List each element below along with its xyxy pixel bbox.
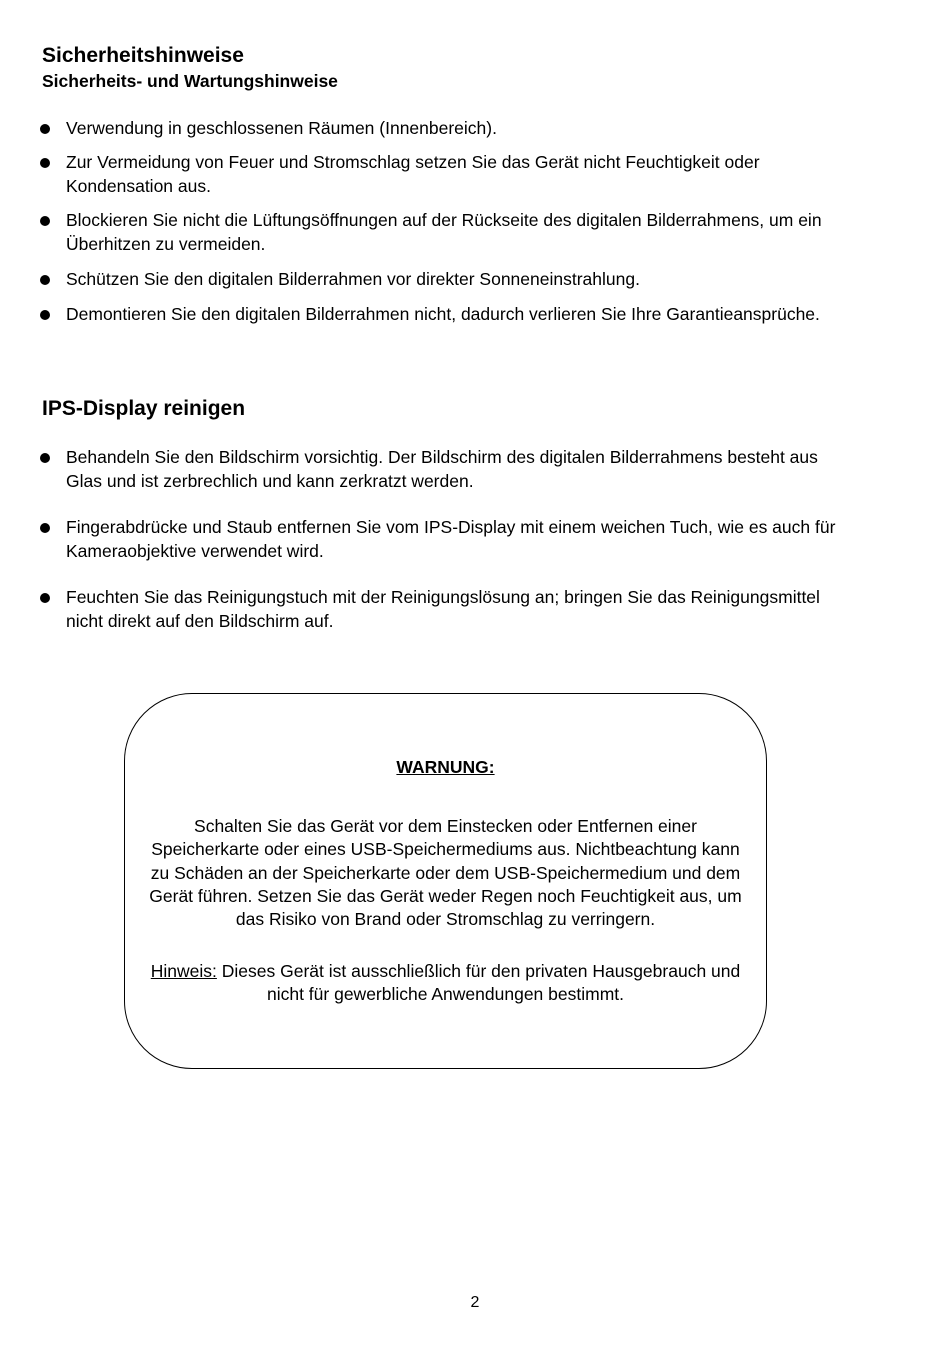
bullet-icon — [40, 310, 50, 320]
warning-body: Schalten Sie das Gerät vor dem Einstecken oder Entfernen einer Speicherkarte oder eines USB-Speichermediums aus. Nichtbeachtung kann zu Schäden an der Speicherkarte oder dem USB-Speichermedium und dem Gerät führen. Setzen Sie das Gerät weder Regen noch Feuchtigkeit aus, um das Risiko von Brand oder Stromschlag zu verringern. — [149, 816, 742, 930]
section-title-safety: Sicherheitshinweise — [42, 44, 244, 67]
bullet-text: Verwendung in geschlossenen Räumen (Innenbereich). — [66, 118, 497, 138]
page-number: 2 — [470, 1294, 480, 1311]
list-item — [40, 303, 840, 327]
bullet-icon — [40, 124, 50, 134]
bullet-icon — [40, 453, 50, 463]
bullet-text: Schützen Sie den digitalen Bilderrahmen vor direkter Sonneneinstrahlung. — [66, 269, 640, 289]
bullet-text: Zur Vermeidung von Feuer und Stromschlag setzen Sie das Gerät nicht Feuchtigkeit oder Kondensation aus. — [66, 152, 760, 196]
bullet-text: Blockieren Sie nicht die Lüftungsöffnungen auf der Rückseite des digitalen Bilderrahmens, um ein Überhitzen zu vermeiden. — [66, 210, 822, 254]
list-item — [40, 117, 840, 141]
bullet-text: Fingerabdrücke und Staub entfernen Sie vom IPS-Display mit einem weichen Tuch, wie es auch für Kameraobjektive verwendet wird. — [66, 517, 836, 561]
list-item — [40, 151, 840, 198]
bullet-icon — [40, 523, 50, 533]
warning-title: WARNUNG: — [396, 757, 495, 777]
list-item — [40, 268, 840, 292]
list-item — [40, 586, 840, 633]
bullet-text: Demontieren Sie den digitalen Bilderrahmen nicht, dadurch verlieren Sie Ihre Garantieansprüche. — [66, 304, 820, 324]
section-subtitle-safety-maintenance: Sicherheits- und Wartungshinweise — [42, 71, 338, 91]
bullet-icon — [40, 216, 50, 226]
warning-box — [124, 693, 767, 1069]
note-label: Hinweis: — [150, 961, 217, 981]
note-text: Dieses Gerät ist ausschließlich für den privaten Hausgebrauch und nicht für gewerbliche Anwendungen bestimmt. — [216, 961, 741, 1005]
bullet-icon — [40, 593, 50, 603]
bullet-text: Behandeln Sie den Bildschirm vorsichtig. Der Bildschirm des digitalen Bilderrahmens besteht aus Glas und ist zerbrechlich und kann zerkratzt werden. — [66, 447, 818, 491]
bullet-icon — [40, 158, 50, 168]
bullet-text: Feuchten Sie das Reinigungstuch mit der Reinigungslösung an; bringen Sie das Reinigungsmittel nicht direkt auf den Bildschirm auf. — [66, 587, 820, 631]
bullet-icon — [40, 275, 50, 285]
list-item — [40, 446, 840, 493]
list-item — [40, 209, 840, 256]
warning-note — [145, 960, 746, 1007]
list-item — [40, 516, 840, 563]
section-title-display-cleaning: IPS-Display reinigen — [42, 397, 246, 420]
